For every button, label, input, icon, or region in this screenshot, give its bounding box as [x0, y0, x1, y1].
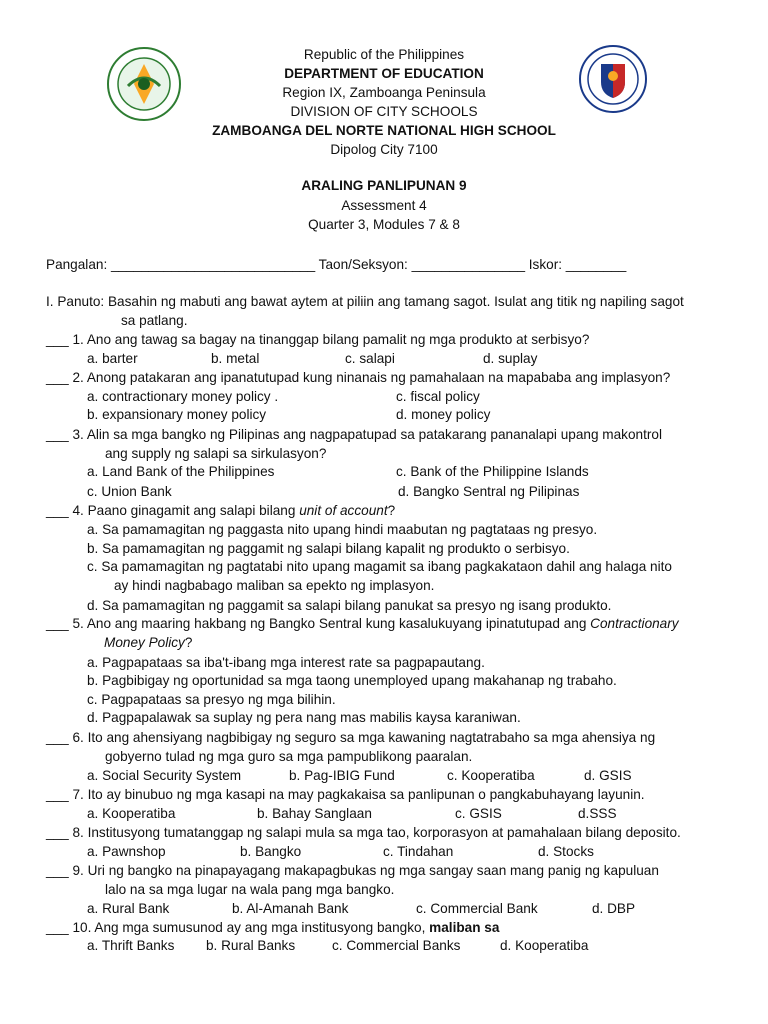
- subject-title: ARALING PANLIPUNAN 9: [301, 178, 467, 193]
- q9-choice-d: d. DBP: [592, 901, 636, 916]
- q3-choice-b: c. Union Bank: [87, 484, 172, 499]
- question-6-stem-1: ___ 6. Ito ang ahensiyang nagbibigay ng seguro sa mga kawaning nagtatrabaho sa mga ahensiya ng: [46, 730, 656, 745]
- q10-choice-b: b. Rural Banks: [206, 938, 296, 953]
- question-2-stem: ___ 2. Anong patakaran ang ipanatutupad kung ninanais ng pamahalaan na mapababa ang implasyon?: [46, 370, 671, 385]
- q5-choice-c: c. Pagpapataas sa presyo ng mga bilihin.: [87, 692, 336, 707]
- q9-choice-c: c. Commercial Bank: [416, 901, 538, 916]
- q6-choice-a: a. Social Security System: [87, 768, 242, 783]
- q10-choice-d: d. Kooperatiba: [500, 938, 589, 953]
- q7-choice-c: c. GSIS: [455, 806, 502, 821]
- q6-choice-b: b. Pag-IBIG Fund: [289, 768, 395, 783]
- question-7-stem: ___ 7. Ito ay binubuo ng mga kasapi na may pagkakaisa sa panlipunan o pangkabuhayang layunin.: [46, 787, 645, 802]
- question-9-stem-2: lalo na sa mga lugar na wala pang mga bangko.: [105, 882, 395, 897]
- q5-choice-b: b. Pagbibigay ng oportunidad sa mga taong unemployed upang makahanap ng trabaho.: [87, 673, 617, 688]
- q1-choice-b: b. metal: [211, 351, 260, 366]
- q8-choice-d: d. Stocks: [538, 844, 594, 859]
- quarter-title: Quarter 3, Modules 7 & 8: [308, 217, 460, 232]
- q2-choice-b: b. expansionary money policy: [87, 407, 267, 422]
- q4-choice-d: d. Sa pamamagitan ng paggamit sa salapi bilang panukat sa presyo ng isang produkto.: [87, 598, 612, 613]
- q3-choice-c: c. Bank of the Philippine Islands: [396, 464, 589, 479]
- q1-choice-a: a. barter: [87, 351, 138, 366]
- header-republic: Republic of the Philippines: [303, 47, 465, 62]
- assessment-title: Assessment 4: [341, 198, 427, 213]
- q6-choice-d: d. GSIS: [584, 768, 632, 783]
- q4-choice-c-2: ay hindi nagbabago maliban sa epekto ng implasyon.: [114, 578, 435, 593]
- q2-choice-c: c. fiscal policy: [396, 389, 480, 404]
- question-3-stem-1: ___ 3. Alin sa mga bangko ng Pilipinas ang nagpapatupad sa patakarang pananalapi upang makontrol: [46, 427, 662, 442]
- q9-choice-a: a. Rural Bank: [87, 901, 170, 916]
- q7-choice-d: d.SSS: [578, 806, 617, 821]
- q4-choice-a: a. Sa pamamagitan ng paggasta nito upang hindi maabutan ng pagtataas ng presyo.: [87, 522, 598, 537]
- q3-choice-d: d. Bangko Sentral ng Pilipinas: [398, 484, 580, 499]
- question-9-stem-1: ___ 9. Uri ng bangko na pinapayagang makapagbukas ng mga sangay saan mang panig ng kapuluan: [46, 863, 659, 878]
- question-3-stem-2: ang supply ng salapi sa sirkulasyon?: [105, 446, 327, 461]
- q4-choice-c-1: c. Sa pamamagitan ng pagtatabi nito upang magamit sa ibang pagkakataon dahil ang halaga nito: [87, 559, 672, 574]
- q7-choice-b: b. Bahay Sanglaan: [257, 806, 372, 821]
- question-5-stem-2: Money Policy?: [104, 635, 193, 650]
- q6-choice-c: c. Kooperatiba: [447, 768, 535, 783]
- header-region: Region IX, Zamboanga Peninsula: [282, 85, 486, 100]
- header-city: Dipolog City 7100: [330, 142, 438, 157]
- header-department: DEPARTMENT OF EDUCATION: [284, 66, 484, 81]
- header-division: DIVISION OF CITY SCHOOLS: [290, 104, 478, 119]
- q9-choice-b: b. Al-Amanah Bank: [232, 901, 349, 916]
- q8-choice-b: b. Bangko: [240, 844, 302, 859]
- q1-choice-c: c. salapi: [345, 351, 395, 366]
- question-8-stem: ___ 8. Institusyong tumatanggap ng salapi mula sa mga tao, korporasyon at pamahalaan bilang deposito.: [46, 825, 681, 840]
- q2-choice-a: a. contractionary money policy .: [87, 389, 279, 404]
- header-school: ZAMBOANGA DEL NORTE NATIONAL HIGH SCHOOL: [212, 123, 556, 138]
- q5-choice-a: a. Pagpapataas sa iba't-ibang mga interest rate sa pagpapautang.: [87, 655, 485, 670]
- question-5-stem-1: ___ 5. Ano ang maaring hakbang ng Bangko Sentral kung kasalukuyang ipinatutupad ang Contractionary: [46, 616, 679, 631]
- question-4-stem: ___ 4. Paano ginagamit ang salapi bilang unit of account?: [46, 503, 396, 518]
- question-6-stem-2: gobyerno tulad ng mga guro sa mga pampublikong paaralan.: [105, 749, 473, 764]
- q4-choice-b: b. Sa pamamagitan ng paggamit ng salapi bilang kapalit ng produkto o serbisyo.: [87, 541, 570, 556]
- q7-choice-a: a. Kooperatiba: [87, 806, 176, 821]
- q5-choice-d: d. Pagpapalawak sa suplay ng pera nang mas mabilis kaysa karaniwan.: [87, 710, 521, 725]
- question-1-stem: ___ 1. Ano ang tawag sa bagay na tinanggap bilang pamalit ng mga produkto at serbisyo?: [46, 332, 590, 347]
- directions-line-1: I. Panuto: Basahin ng mabuti ang bawat aytem at piliin ang tamang sagot. Isulat ang titik ng napiling sagot: [46, 294, 684, 309]
- q2-choice-d: d. money policy: [396, 407, 491, 422]
- q8-choice-c: c. Tindahan: [383, 844, 454, 859]
- question-10-stem: ___ 10. Ang mga sumusunod ay ang mga institusyong bangko, maliban sa: [46, 920, 500, 935]
- q1-choice-d: d. suplay: [483, 351, 538, 366]
- q10-choice-a: a. Thrift Banks: [87, 938, 175, 953]
- q3-choice-a: a. Land Bank of the Philippines: [87, 464, 275, 479]
- student-info-line: Pangalan: ___________________________ Taon/Seksyon: _______________ Iskor: ________: [46, 257, 627, 272]
- directions-line-2: sa patlang.: [121, 313, 188, 328]
- q8-choice-a: a. Pawnshop: [87, 844, 166, 859]
- q10-choice-c: c. Commercial Banks: [332, 938, 461, 953]
